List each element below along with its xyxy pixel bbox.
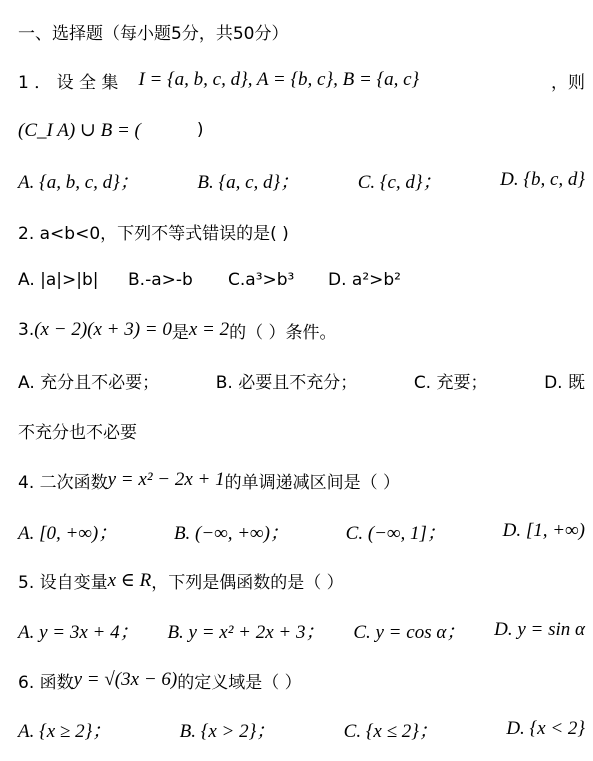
q1-option-a: A. {a, b, c, d}； (18, 171, 139, 193)
q6-suffix: 的定义域是（ ） (177, 672, 302, 693)
q4-option-b: B. (−∞, +∞)； (173, 522, 289, 544)
q4-option-a: A. [0, +∞)； (18, 522, 118, 544)
q3-equation: (x − 2)(x + 3) = 0 (34, 319, 172, 340)
q6-option-b: B. {x > 2}； (179, 720, 276, 742)
q1-set-definitions: I = {a, b, c, d}, A = {b, c}, B = {a, c} (138, 69, 420, 90)
q3-option-c: C. 充要； (413, 372, 488, 393)
q1-expression: (C_I A) ∪ B = ( (18, 119, 141, 141)
q5-option-d: D. y = sin α (494, 619, 585, 640)
q6-function: y = √(3x − 6) (73, 669, 178, 690)
q2-option-d: D. a²>b² (328, 270, 401, 290)
q1-number: 1 ． 设 全 集 (18, 72, 119, 93)
q3-number: 3. (18, 320, 35, 340)
q6-option-c: C. {x ≤ 2}； (343, 720, 438, 742)
q6-options (18, 714, 585, 744)
q2-options (18, 265, 585, 295)
q2-option-a: A. |a|>|b| (18, 270, 99, 290)
q6-option-d: D. {x < 2} (506, 718, 585, 739)
q1-option-d: D. {b, c, d} (500, 169, 585, 190)
q5-suffix: ，下列是偶函数的是（ ） (151, 572, 344, 593)
q4-prefix: 4. 二次函数 (18, 472, 108, 493)
q4-function: y = x² − 2x + 1 (107, 469, 225, 490)
q4-option-c: C. (−∞, 1]； (345, 522, 446, 544)
q4-stem (18, 465, 585, 495)
q6-stem (18, 665, 585, 695)
q5-options (18, 615, 585, 645)
q1-suffix: ，则 (551, 72, 585, 93)
q5-option-b: B. y = x² + 2x + 3； (167, 621, 325, 643)
q1-bracket-close: ) (196, 120, 204, 140)
q1-options (18, 165, 585, 195)
q5-option-a: A. y = 3x + 4； (18, 621, 139, 643)
q3-options (18, 365, 585, 395)
q3-option-a: A. 充分且不必要； (18, 372, 160, 393)
q2-option-c: C.a³>b³ (228, 270, 295, 290)
section-title (18, 16, 585, 46)
q5-stem (18, 565, 585, 595)
q2-option-b: B.-a>-b (128, 270, 193, 290)
q3-continuation (18, 415, 585, 445)
q1-line2 (18, 115, 585, 145)
q4-option-d: D. [1, +∞) (502, 520, 585, 541)
q4-suffix: 的单调递减区间是（ ） (224, 472, 400, 493)
q5-prefix: 5. 设自变量 (18, 572, 108, 593)
q4-options (18, 516, 585, 546)
q3-stem (18, 315, 585, 345)
q6-prefix: 6. 函数 (18, 672, 74, 693)
q1-option-b: B. {a, c, d}； (197, 171, 300, 193)
q1-option-c: C. {c, d}； (357, 171, 442, 193)
q5-option-c: C. y = cos α； (353, 621, 466, 643)
q5-variable: x ∈ R (107, 569, 152, 591)
q3-mid-text: 是 (171, 322, 189, 343)
q6-option-a: A. {x ≥ 2}； (18, 720, 112, 742)
q3-condition: x = 2 (188, 319, 230, 340)
q3-continuation-text: 不充分也不必要 (18, 422, 137, 443)
q1-line1 (18, 65, 585, 95)
q3-option-b: B. 必要且不充分； (215, 372, 358, 393)
q2-stem (18, 216, 585, 246)
q3-option-d: D. 既 (544, 372, 585, 393)
section-title-text: 一、选择题（每小题5分，共50分） (18, 23, 289, 44)
q3-suffix: 的（ ）条件。 (229, 322, 337, 343)
q2-stem-text: 2. a<b<0，下列不等式错误的是( ) (18, 223, 289, 244)
